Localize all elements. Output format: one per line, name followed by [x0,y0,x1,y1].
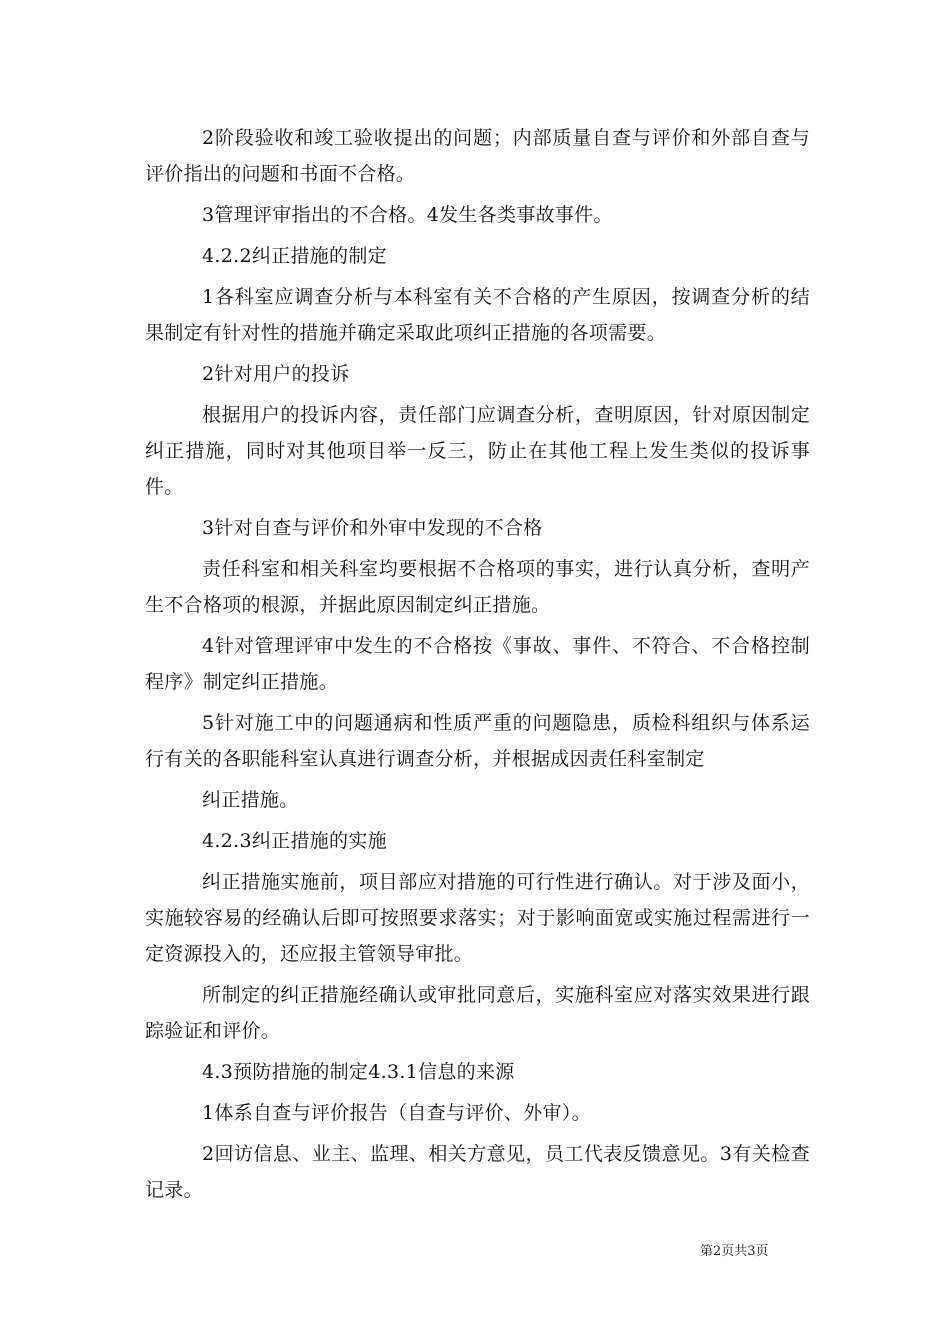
paragraph: 根据用户的投诉内容，责任部门应调查分析，查明原因，针对原因制定纠正措施，同时对其他项目举一反三，防止在其他工程上发生类似的投诉事件。 [145,404,810,498]
paragraph: 2阶段验收和竣工验收提出的问题；内部质量自查与评价和外部自查与评价指出的问题和书面不合格。 [145,127,810,185]
paragraph: 所制定的纠正措施经确认或审批同意后，实施科室应对落实效果进行跟踪验证和评价。 [145,984,810,1042]
paragraph: 4.2.2纠正措施的制定 [202,245,387,267]
paragraph: 纠正措施。 [202,789,299,811]
paragraph: 2针对用户的投诉 [202,363,350,385]
paragraph: 3针对自查与评价和外审中发现的不合格 [202,517,543,539]
paragraph: 3管理评审指出的不合格。4发生各类事故事件。 [202,204,613,226]
paragraph: 1各科室应调查分析与本科室有关不合格的产生原因，按调查分析的结果制定有针对性的措施并确定采取此项纠正措施的各项需要。 [145,286,810,344]
paragraph: 4.2.3纠正措施的实施 [202,830,387,852]
paragraph: 4.3预防措施的制定4.3.1信息的来源 [202,1061,515,1083]
paragraph: 1体系自查与评价报告（自查与评价、外审）。 [202,1102,591,1124]
paragraph: 2回访信息、业主、监理、相关方意见，员工代表反馈意见。3有关检查记录。 [145,1143,810,1201]
page-number: 第2页共3页 [700,1244,769,1259]
paragraph: 4针对管理评审中发生的不合格按《事故、事件、不符合、不合格控制程序》制定纠正措施。 [145,635,810,693]
paragraph: 纠正措施实施前，项目部应对措施的可行性进行确认。对于涉及面小，实施较容易的经确认后即可按照要求落实；对于影响面宽或实施过程需进行一定资源投入的，还应报主管领导审批。 [145,871,810,965]
paragraph: 责任科室和相关科室均要根据不合格项的事实，进行认真分析，查明产生不合格项的根源，并据此原因制定纠正措施。 [145,558,810,616]
paragraph: 5针对施工中的问题通病和性质严重的问题隐患，质检科组织与体系运行有关的各职能科室认真进行调查分析，并根据成因责任科室制定 [145,712,810,770]
document-body [145,120,810,1213]
